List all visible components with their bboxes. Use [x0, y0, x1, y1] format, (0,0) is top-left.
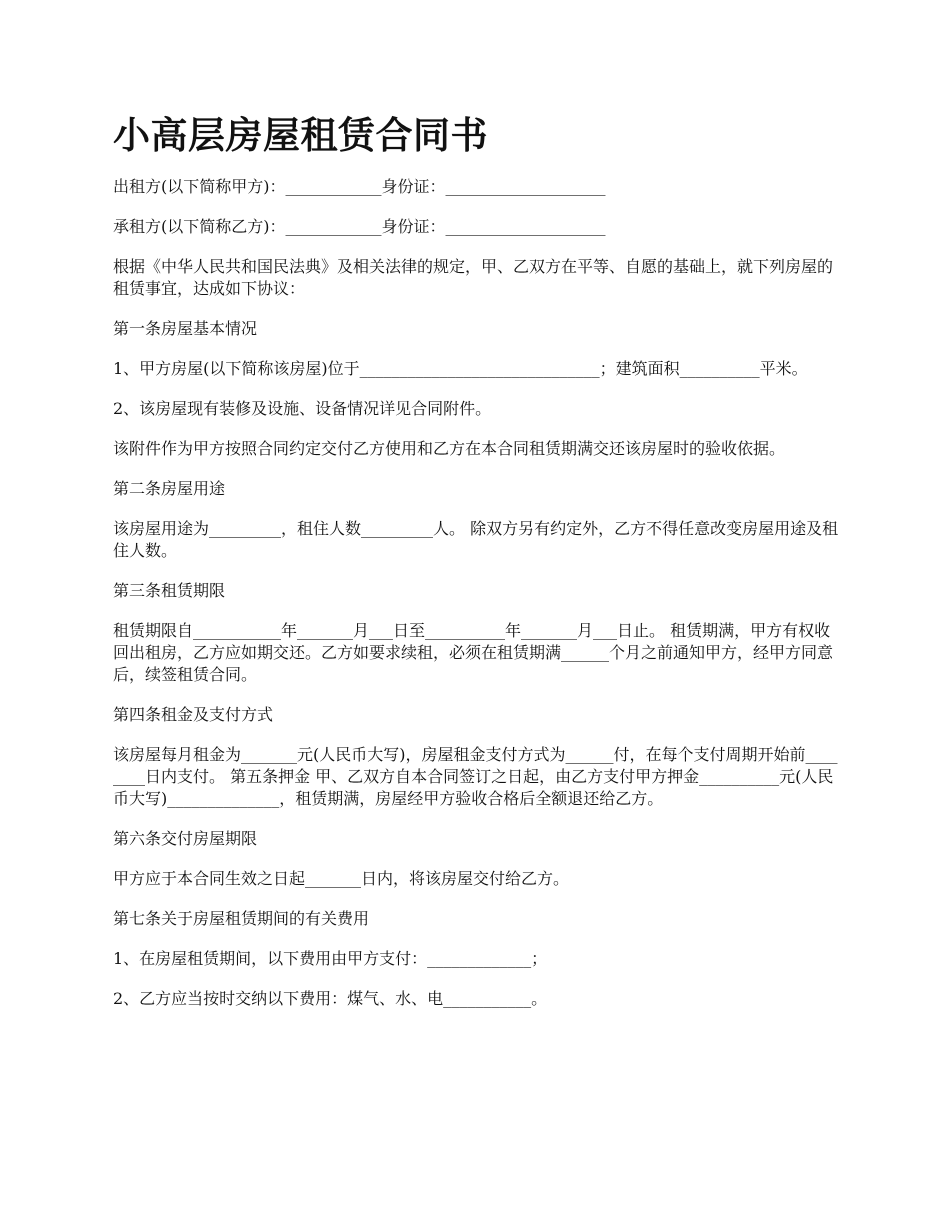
- preamble-paragraph: 根据《中华人民共和国民法典》及相关法律的规定，甲、乙双方在平等、自愿的基础上，就下列房屋的租赁事宜，达成如下协议：: [113, 257, 834, 298]
- article-4-heading: 第四条租金及支付方式: [113, 705, 274, 724]
- lessee-line: 承租方(以下简称乙方)：____________身份证：____________________: [113, 217, 606, 236]
- document-title: 小高层房屋租赁合同书: [113, 113, 488, 157]
- document-page: [113, 110, 843, 1028]
- article-6-heading: 第六条交付房屋期限: [113, 829, 258, 848]
- article-1-heading: 第一条房屋基本情况: [113, 319, 258, 338]
- lessor-line: 出租方(以下简称甲方)：____________身份证：____________________: [113, 177, 606, 196]
- article-6-body: 甲方应于本合同生效之日起_______日内，将该房屋交付给乙方。: [113, 869, 570, 888]
- article-4-body: 该房屋每月租金为_______元(人民币大写)，房屋租金支付方式为______付，在每个支付周期开始前________日内支付。 第五条押金 甲、乙双方自本合同签订之日起，由乙方支付甲方押金__________元(人民币大写)______________，租赁期满，房屋经甲方验收合格后全额退还给乙方。: [113, 745, 838, 808]
- article-2-body: 该房屋用途为_________，租住人数_________人。 除双方另有约定外，乙方不得任意改变房屋用途及租住人数。: [113, 519, 839, 560]
- article-3-body: 租赁期限自___________年_______月___日至__________年_______月___日止。 租赁期满，甲方有权收回出租房，乙方应如期交还。乙方如要求续租，必须在租赁期满______个月之前通知甲方，经甲方同意后，续签租赁合同。: [113, 621, 834, 684]
- article-7-item-1: 1、在房屋租赁期间，以下费用由甲方支付：_____________；: [113, 949, 548, 968]
- article-3-heading: 第三条租赁期限: [113, 581, 226, 600]
- article-7-item-2: 2、乙方应当按时交纳以下费用：煤气、水、电___________。: [113, 989, 548, 1008]
- article-1-item-2: 2、该房屋现有装修及设施、设备情况详见合同附件。: [113, 399, 492, 418]
- annex-note: 该附件作为甲方按照合同约定交付乙方使用和乙方在本合同租赁期满交还该房屋时的验收依据。: [113, 439, 786, 458]
- article-7-heading: 第七条关于房屋租赁期间的有关费用: [113, 909, 370, 928]
- article-1-item-1: 1、甲方房屋(以下简称该房屋)位于______________________________；建筑面积__________平米。: [113, 359, 808, 378]
- article-2-heading: 第二条房屋用途: [113, 479, 226, 498]
